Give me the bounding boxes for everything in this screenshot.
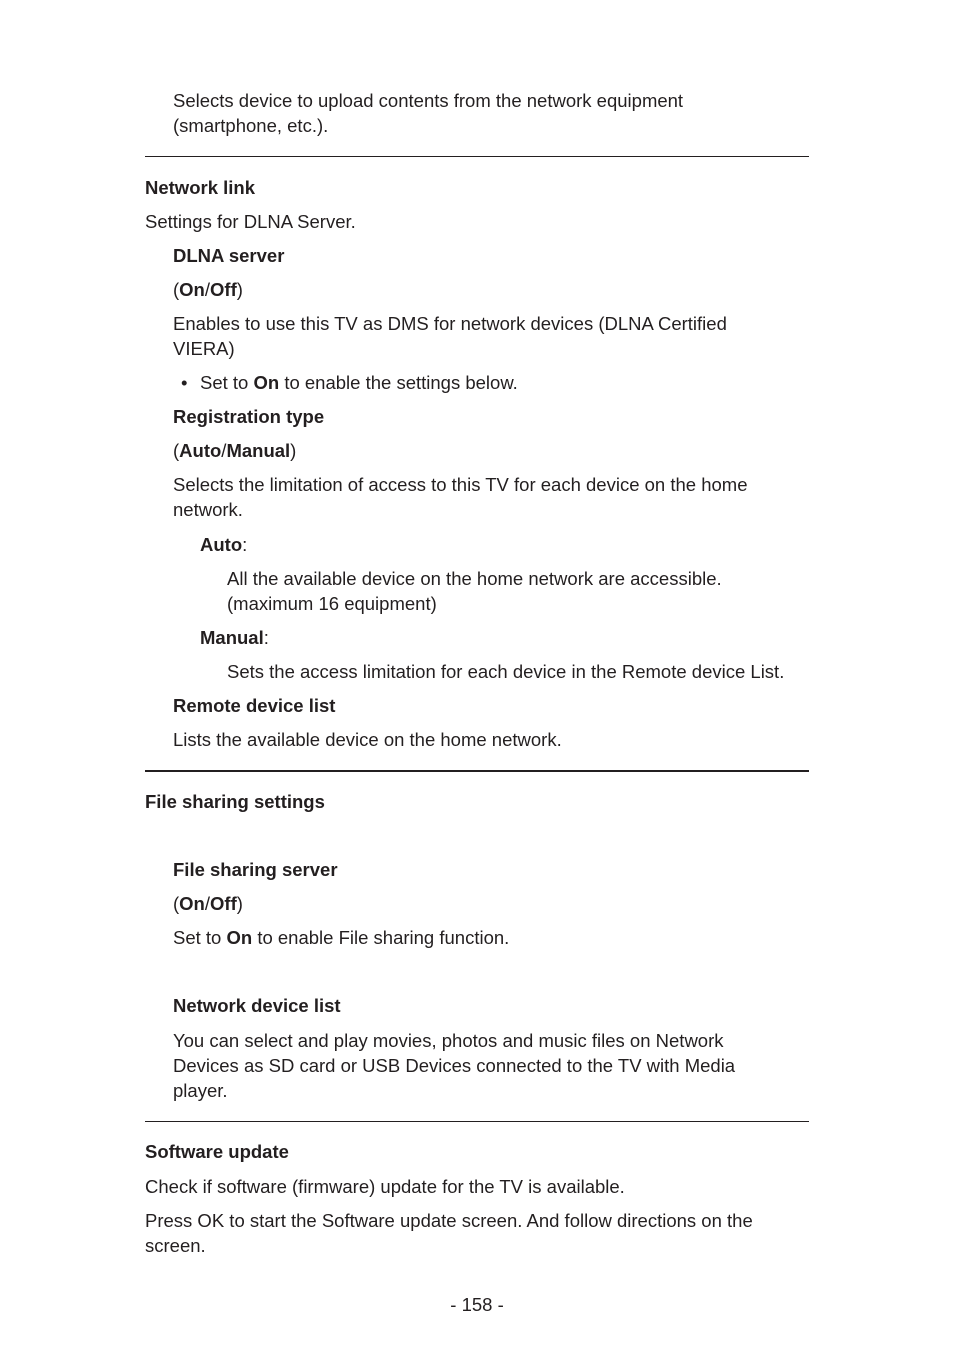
dlna-server-options: (On/Off)	[173, 279, 243, 300]
network-device-list-desc-line-2: Devices as SD card or USB Devices connected to the TV with Media	[173, 1055, 736, 1076]
software-update-heading: Software update	[145, 1141, 289, 1162]
registration-type-options: (Auto/Manual)	[173, 440, 297, 461]
section-divider	[145, 770, 809, 772]
remote-device-list-label: Remote device list	[173, 695, 336, 716]
software-update-desc-2-line-2: screen.	[145, 1235, 206, 1256]
option-manual: Manual	[226, 440, 291, 461]
file-sharing-heading: File sharing settings	[145, 791, 325, 812]
option-on: On	[179, 279, 205, 300]
file-sharing-server-desc: Set to On to enable File sharing function.	[173, 927, 510, 948]
intro-line-2: (smartphone, etc.).	[173, 115, 329, 136]
file-sharing-server-label: File sharing server	[173, 859, 338, 880]
registration-type-label: Registration type	[173, 406, 325, 427]
auto-desc-line-2: (maximum 16 equipment)	[227, 593, 437, 614]
section-divider	[145, 1121, 809, 1122]
dlna-server-desc-line-1: Enables to use this TV as DMS for network devices (DLNA Certified	[173, 313, 727, 334]
manual-desc: Sets the access limitation for each device in the Remote device List.	[227, 661, 785, 682]
dlna-server-note: Set to On to enable the settings below.	[200, 372, 518, 393]
option-off: Off	[210, 279, 237, 300]
software-update-desc-1: Check if software (firmware) update for the TV is available.	[145, 1176, 625, 1197]
remote-device-list-desc: Lists the available device on the home network.	[173, 729, 562, 750]
software-update-desc-2-line-1: Press OK to start the Software update screen. And follow directions on the	[145, 1210, 753, 1231]
manual-label: Manual:	[200, 627, 269, 648]
network-device-list-desc-line-3: player.	[173, 1080, 228, 1101]
network-device-list-label: Network device list	[173, 995, 341, 1016]
registration-type-desc-line-1: Selects the limitation of access to this TV for each device on the home	[173, 474, 748, 495]
option-on: On	[179, 893, 205, 914]
section-divider	[145, 156, 809, 157]
network-device-list-desc-line-1: You can select and play movies, photos and music files on Network	[173, 1030, 724, 1051]
dlna-server-desc-line-2: VIERA)	[173, 338, 235, 359]
page-number: - 158 -	[450, 1294, 504, 1315]
registration-type-desc-line-2: network.	[173, 499, 243, 520]
network-link-description: Settings for DLNA Server.	[145, 211, 356, 232]
option-auto: Auto	[179, 440, 222, 461]
dlna-server-label: DLNA server	[173, 245, 285, 266]
bullet-icon: •	[181, 372, 188, 393]
network-link-heading: Network link	[145, 177, 255, 198]
auto-label: Auto:	[200, 534, 248, 555]
option-off: Off	[210, 893, 237, 914]
intro-line-1: Selects device to upload contents from the network equipment	[173, 90, 684, 111]
auto-desc-line-1: All the available device on the home network are accessible.	[227, 568, 722, 589]
file-sharing-server-options: (On/Off)	[173, 893, 243, 914]
